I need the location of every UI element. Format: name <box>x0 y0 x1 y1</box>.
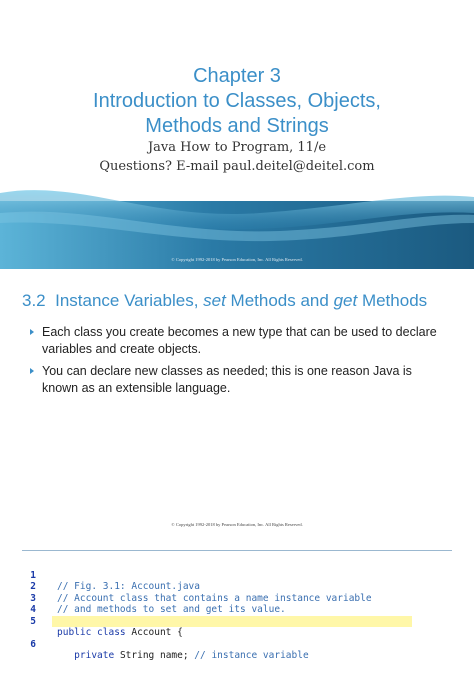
line-number: 6 <box>30 638 36 650</box>
line-number: 2 <box>30 581 36 592</box>
section-title-set: set <box>203 291 226 310</box>
code-plain: String name; <box>114 650 195 661</box>
code-comment: // and methods to set and get its value. <box>57 604 286 615</box>
bullet-item <box>30 363 444 397</box>
contact-email: Questions? E-mail paul.deitel@deitel.com <box>99 159 375 174</box>
line-number: 3 <box>30 592 36 604</box>
code-line <box>22 558 464 592</box>
code-keyword: public class <box>57 627 126 638</box>
book-title: Java How to Program, 11/e <box>147 140 327 155</box>
code-indent <box>57 650 74 661</box>
section-title-get: get <box>333 291 358 310</box>
code-slide <box>0 550 474 661</box>
code-comment: // instance variable <box>194 650 309 661</box>
section-title <box>22 290 466 312</box>
title-slide <box>0 38 474 276</box>
chapter-title-line-1: Chapter 3 <box>193 65 281 87</box>
section-title-part-1: Instance Variables, <box>55 291 204 310</box>
bullet-list <box>30 324 444 402</box>
line-number: 1 <box>30 569 36 581</box>
chapter-title <box>0 64 474 139</box>
content-slide <box>0 278 474 538</box>
chapter-title-line-2: Introduction to Classes, Objects, <box>93 90 381 112</box>
code-line <box>22 604 464 638</box>
code-text <box>57 627 183 639</box>
code-keyword: private <box>74 650 115 661</box>
divider <box>22 550 452 551</box>
section-title-part-2: Methods and <box>225 291 334 310</box>
code-listing <box>22 558 464 661</box>
code-comment: // Fig. 3.1: Account.java <box>57 581 200 592</box>
line-number: 4 <box>30 604 36 615</box>
copyright-notice: © Copyright 1992-2018 by Pearson Education, Inc. All Rights Reserved. <box>171 522 303 527</box>
triangle-bullet-icon <box>30 368 34 374</box>
chapter-title-line-3: Methods and Strings <box>145 115 329 137</box>
code-plain: Account { <box>125 627 183 638</box>
code-comment: // Account class that contains a name instance variable <box>57 592 372 604</box>
section-number: 3.2 <box>22 291 46 310</box>
bullet-item <box>30 324 444 358</box>
line-highlight <box>52 616 412 628</box>
bullet-text: You can declare new classes as needed; this is one reason Java is known as an extensible language. <box>42 364 412 395</box>
section-title-part-3: Methods <box>357 291 428 310</box>
bullet-text: Each class you create becomes a new type that can be used to declare variables and create objects. <box>42 325 437 356</box>
code-text <box>57 650 309 662</box>
copyright-notice: © Copyright 1992-2018 by Pearson Education, Inc. All Rights Reserved. <box>171 257 303 262</box>
subtitle <box>0 138 474 176</box>
triangle-bullet-icon <box>30 329 34 335</box>
line-number: 5 <box>30 615 36 627</box>
